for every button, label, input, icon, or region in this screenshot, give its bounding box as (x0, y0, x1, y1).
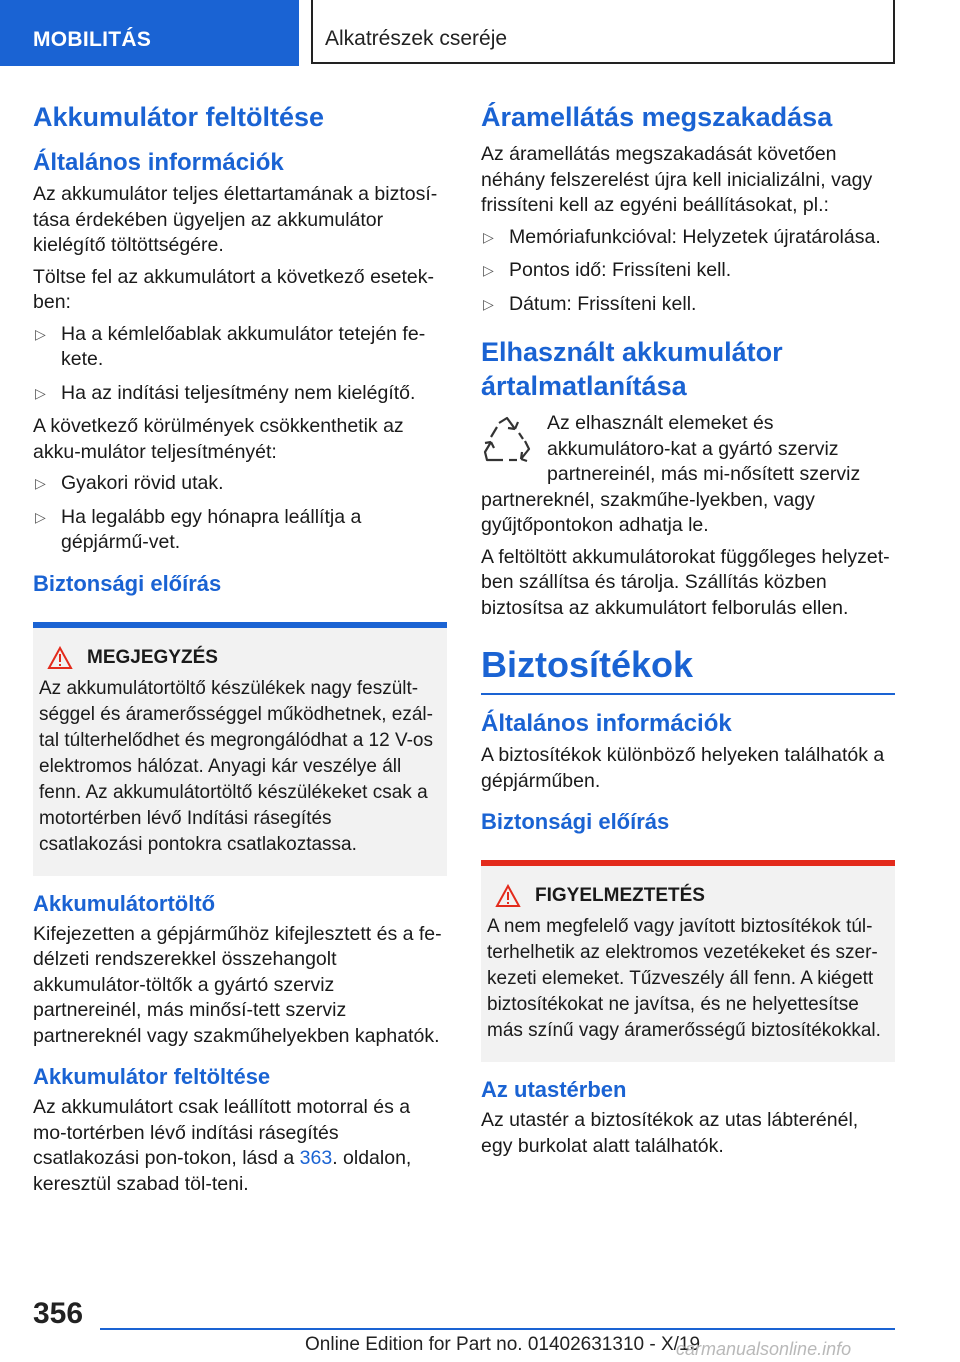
list-item: ▷ Ha az indítási teljesítmény nem kielégítő. (33, 381, 447, 407)
paragraph: Az akkumulátor teljes élettartamának a biztosí-tása érdekében ügyeljen az akkumulátor kielégítő töltöttségére. (33, 183, 438, 256)
edition-text: Online Edition for Part no. 01402631310 - X/19 (305, 1334, 701, 1355)
watermark: carmanualsonline.info (676, 1339, 852, 1359)
notice-text: Az akkumulátortöltő készülékek nagy feszült-séggel és áramerősséggel működhetnek, ezál-tal túlterhelődhet és megrongálódhat a 12 V-os elektromos hálózat. Anyagi kár veszélye áll fenn. Az akkumulátortöltő készülékeket csak a motortérben lévő Indítási rásegítés csatlakozási pontokra csatlakoztassa. (39, 677, 433, 855)
page-number: 356 (33, 1297, 84, 1330)
paragraph: A biztosítékok különböző helyeken találhatók a gépjárműben. (481, 744, 885, 792)
paragraph: Az utastér a biztosítékok az utas lábterénél, egy burkolat alatt találhatók. (481, 1109, 859, 1157)
paragraph: Az áramellátás megszakadását követően néhány felszerelést újra kell inicializálni, vagy frissíteni kell az egyéni beállításokat, pl.: (481, 143, 873, 216)
list-item: ▷ Dátum: Frissíteni kell. (481, 292, 895, 318)
disposal-block (481, 411, 895, 539)
chapter-title: Alkatrészek cseréje (311, 0, 895, 64)
list-item: ▷ Memóriafunkcióval: Helyzetek újratárolása. (481, 225, 895, 251)
bullet-triangle-icon: ▷ (483, 228, 494, 245)
section-tab: MOBILITÁS (0, 0, 299, 66)
left-column (33, 100, 447, 1203)
bullet-triangle-icon: ▷ (35, 325, 46, 342)
warning-triangle-icon (47, 646, 73, 670)
footer-divider (100, 1328, 895, 1330)
recycle-icon (481, 415, 533, 465)
right-column (481, 100, 895, 1165)
notice-header (39, 646, 439, 670)
heading-battery-disposal: Elhasznált akkumulátor ártalmatlanítása (481, 337, 783, 401)
heading-power-interruption: Áramellátás megszakadása (481, 102, 833, 132)
list-item: ▷ Gyakori rövid utak. (33, 471, 447, 497)
warning-box (481, 860, 895, 1062)
heading-fuses: Biztosítékok (481, 641, 895, 695)
list-item: ▷ Ha a kémlelőablak akkumulátor tetején fe-kete. (35, 322, 426, 370)
paragraph: A feltöltött akkumulátorokat függőleges helyzet-ben szállítsa és tárolja. Szállítás közben biztosítsa az akkumulátort felborulás ellen. (481, 545, 890, 619)
warning-text: A nem megfelelő vagy javított biztosítékok túl-terhelhetik az elektromos vezetékeket és szer-kezeti elemeket. Tűzveszély áll fenn. A kiégett biztosítékokat ne javítsa, és ne helyettesítse más színű vagy áramerősségű biztosítékokkal. (487, 916, 881, 1041)
heading-safety: Biztonsági előírás (33, 570, 222, 596)
bullet-triangle-icon: ▷ (483, 295, 494, 312)
warning-title: FIGYELMEZTETÉS (535, 885, 705, 906)
heading-safety: Biztonsági előírás (481, 809, 670, 834)
bullet-triangle-icon: ▷ (483, 262, 494, 278)
warning-header (487, 884, 887, 908)
paragraph: A következő körülmények csökkenthetik az akku-mulátor teljesítményét: (33, 415, 404, 463)
bullet-triangle-icon: ▷ (35, 384, 46, 401)
notice-box (33, 622, 447, 876)
paragraph: Töltse fel az akkumulátort a következő esetek-ben: (33, 265, 435, 313)
heading-charging: Akkumulátor feltöltése (33, 1064, 271, 1089)
paragraph: Az elhasznált elemeket és akkumulátoro-kat a gyártó szerviz partnereinél, más mi-nősített szerviz partnereknél, szakműhe-lyekben, vagy gyűjtőpontokon adhatja le. (481, 412, 861, 536)
heading-battery-charging: Akkumulátor feltöltése (33, 102, 325, 132)
heading-general-info: Általános információk (481, 710, 732, 737)
heading-charger: Akkumulátortöltő (33, 890, 216, 916)
paragraph: Kifejezetten a gépjárműhöz kifejlesztett és a fe-délzeti rendszerekkel összehangolt akkumulátor-töltők a gyártó szerviz partnereinél, más minősí-tett szerviz partnereknél vagy szakműhelyekben kaphatók. (33, 922, 442, 1047)
paragraph: Az akkumulátort csak leállított motorral és a mo-tortérben lévő indítási rásegítés csatlakozási pon-tokon, lásd a 363. oldalon, keresztül szabad töl-teni. (33, 1096, 412, 1195)
page-link[interactable]: 363 (299, 1147, 333, 1169)
bullet-triangle-icon: ▷ (35, 508, 46, 525)
warning-triangle-icon (495, 884, 521, 908)
list-item: ▷ Ha legalább egy hónapra leállítja a gépjármű-vet. (35, 505, 362, 553)
bullet-triangle-icon: ▷ (35, 475, 46, 491)
notice-title: MEGJEGYZÉS (87, 646, 218, 668)
heading-cabin: Az utastérben (481, 1077, 627, 1102)
list-item: ▷ Pontos idő: Frissíteni kell. (481, 258, 895, 284)
heading-general-info: Általános információk (33, 149, 284, 176)
